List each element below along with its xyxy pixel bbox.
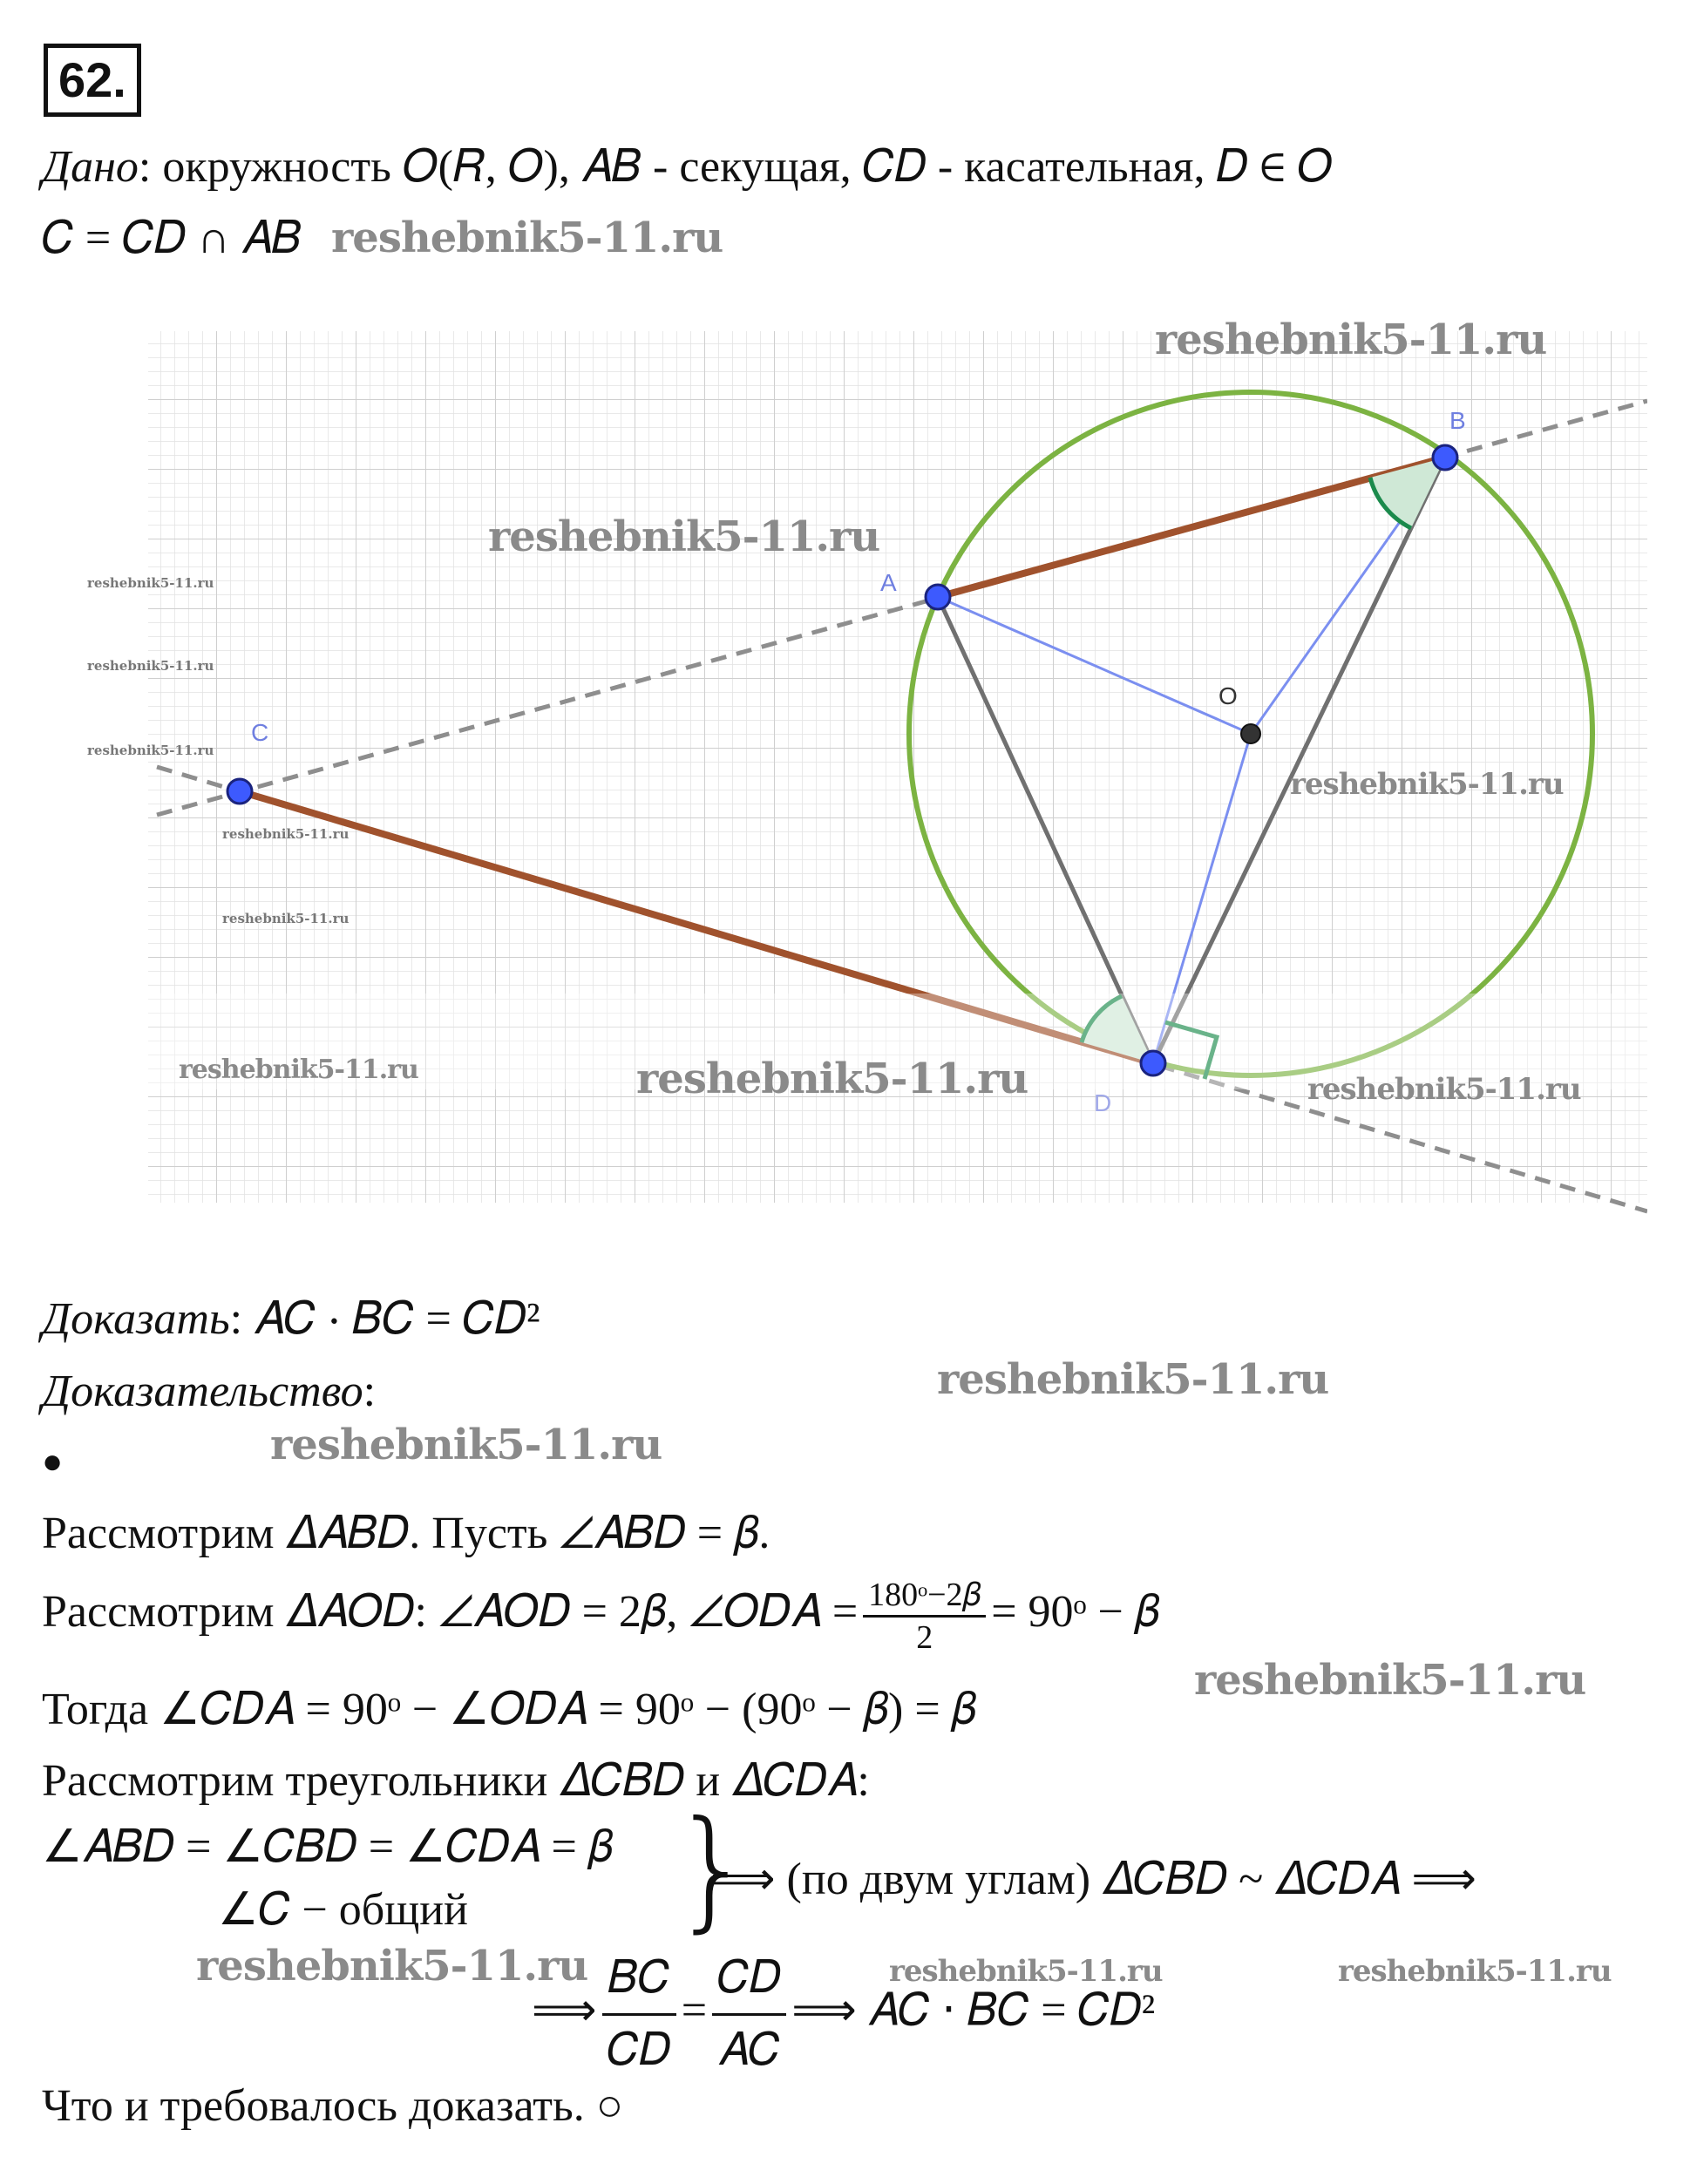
proof-step-3: Тогда ∠𝐶𝐷𝐴 = 90ᵒ − ∠𝑂𝐷𝐴 = 90ᵒ − (90ᵒ − 𝛽) = 𝛽 (42, 1685, 976, 1734)
label-d: D (1094, 1089, 1112, 1116)
conclusion-2: ⟹ 𝐴𝐶 ⋅ 𝐵𝐶 = 𝐶𝐷² (791, 1985, 1156, 2036)
proof-step-4: Рассмотрим треугольники 𝛥𝐶𝐵𝐷 и 𝛥𝐶𝐷𝐴: (42, 1756, 870, 1806)
step2-suffix: = 90ᵒ − 𝛽 (991, 1587, 1160, 1637)
step2-numerator: 180ᵒ−2𝛽 (863, 1575, 986, 1618)
proof-heading (42, 1364, 376, 1420)
fraction-cd-ac-denominator: 𝐴𝐶 (717, 2025, 781, 2075)
watermark: reshebnik5-11.ru (222, 911, 350, 926)
point-b (1433, 445, 1457, 470)
label-o: O (1218, 682, 1238, 709)
watermark: reshebnik5-11.ru (488, 512, 880, 561)
watermark: reshebnik5-11.ru (331, 214, 723, 262)
watermark: reshebnik5-11.ru (179, 1055, 418, 1085)
fraction-bc-cd (602, 1943, 676, 2086)
step2-denominator: 2 (916, 1618, 933, 1656)
system-brace: } (671, 1794, 755, 1945)
given-label: Дано (42, 142, 139, 192)
watermark: reshebnik5-11.ru (196, 1942, 588, 1991)
condition-1: ∠𝐴𝐵𝐷 = ∠𝐶𝐵𝐷 = ∠𝐶𝐷𝐴 = 𝛽 (42, 1822, 614, 1872)
fraction-cd-ac (712, 1943, 786, 2086)
watermark: reshebnik5-11.ru (1290, 767, 1564, 802)
watermark: reshebnik5-11.ru (889, 1954, 1163, 1989)
watermark: reshebnik5-11.ru (87, 658, 214, 674)
proof-step-1: Рассмотрим 𝛥𝐴𝐵𝐷. Пусть ∠𝐴𝐵𝐷 = 𝛽. (42, 1509, 770, 1558)
label-b: B (1449, 407, 1466, 434)
watermark: reshebnik5-11.ru (1338, 1954, 1612, 1989)
watermark: reshebnik5-11.ru (1194, 1656, 1586, 1705)
watermark: reshebnik5-11.ru (222, 826, 350, 842)
step2-prefix: Рассмотрим 𝛥𝐴𝑂𝐷: ∠𝐴𝑂𝐷 = 2𝛽, ∠𝑂𝐷𝐴 = (42, 1587, 859, 1637)
problem-number: 62. (44, 44, 141, 117)
proof-bullet: ● (42, 1441, 64, 1481)
given-line-1 (42, 139, 1333, 195)
fraction-bc-cd-denominator: 𝐶𝐷 (607, 2025, 671, 2075)
proof-colon: : (363, 1367, 377, 1416)
point-a (926, 585, 950, 609)
implies-arrow: ⟹ (532, 1985, 597, 2036)
qed-line: Что и требовалось доказать. ○ (42, 2081, 624, 2131)
condition-2: ∠𝐶 − общий (218, 1885, 468, 1935)
watermark: reshebnik5-11.ru (87, 743, 214, 758)
watermark: reshebnik5-11.ru (270, 1421, 662, 1469)
point-d (1141, 1051, 1165, 1075)
conclusion-1: ⟹ (по двум углам) 𝛥𝐶𝐵𝐷 ~ 𝛥𝐶𝐷𝐴 ⟹ (710, 1855, 1476, 1904)
watermark: reshebnik5-11.ru (636, 1055, 1028, 1103)
equals-sign: = (681, 1985, 708, 2036)
point-o (1241, 724, 1260, 743)
prove-statement: : 𝐴𝐶 ⋅ 𝐵𝐶 = 𝐶𝐷² (229, 1294, 540, 1344)
prove-line (42, 1292, 540, 1347)
prove-label: Доказать (42, 1294, 230, 1344)
given-text: : окружность 𝑂(𝑅, 𝑂), 𝐴𝐵 - секущая, 𝐶𝐷 - касательная, 𝐷 ∈ 𝑂 (138, 142, 1333, 192)
given-line-2: 𝐶 = 𝐶𝐷 ∩ 𝐴𝐵 (42, 214, 302, 263)
proof-label: Доказательство (42, 1367, 363, 1416)
watermark: reshebnik5-11.ru (937, 1355, 1329, 1404)
watermark: reshebnik5-11.ru (1307, 1072, 1581, 1107)
conclusion-2-line (532, 1943, 1155, 2086)
watermark: reshebnik5-11.ru (87, 575, 214, 591)
point-c (227, 779, 252, 804)
step2-fraction (863, 1575, 986, 1658)
proof-step-2 (42, 1569, 1159, 1658)
label-a: A (880, 569, 897, 596)
watermark: reshebnik5-11.ru (1155, 315, 1547, 364)
fraction-bc-cd-numerator: 𝐵𝐶 (602, 1943, 676, 2016)
label-c: C (251, 719, 269, 746)
fraction-cd-ac-numerator: 𝐶𝐷 (712, 1943, 786, 2016)
